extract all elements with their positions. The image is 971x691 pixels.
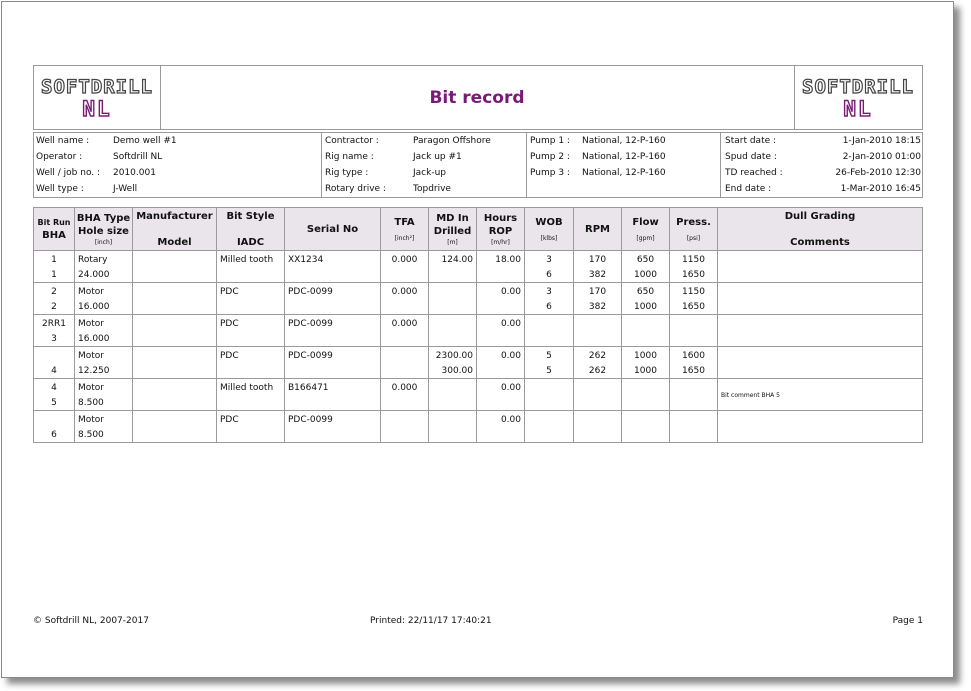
info-value: 2010.001 [113,168,156,178]
info-value: 26-Feb-2010 12:30 [835,168,921,178]
rig-info [325,133,523,197]
info-label: Spud date : [725,152,777,162]
info-label: End date : [725,184,772,194]
cell-serial: PDC-0099 [285,283,381,315]
cell-flow [622,379,670,411]
info-label: Pump 3 : [530,168,570,178]
col-header-wob: WOB [klbs] [525,208,574,251]
col-header-bitrun: Bit Run BHA [34,208,75,251]
cell-hours-rop: 18.00 [477,251,525,283]
cell-flow: 650 1000 [622,251,670,283]
pump-info [530,133,718,181]
cell-manufacturer [133,251,217,283]
col-header-md: MD In Drilled [m] [429,208,477,251]
cell-bit-style: Milled tooth [217,251,285,283]
cell-hours-rop: 0.00 [477,283,525,315]
cell-press [670,379,718,411]
info-label: Operator : [36,152,83,162]
cell-tfa: 0.000 [381,283,429,315]
table-row [34,379,923,411]
cell-type-hole: Motor 16.000 [75,283,133,315]
cell-flow [622,315,670,347]
info-value: National, 12-P-160 [582,168,666,178]
cell-md-drilled [429,283,477,315]
cell-press [670,411,718,443]
info-value: Jack-up [413,168,446,178]
cell-tfa [381,411,429,443]
date-info [725,133,921,197]
info-label: Well / job no. : [36,168,101,178]
cell-hours-rop: 0.00 [477,347,525,379]
table-row [34,251,923,283]
cell-bitrun-bha: 6 [34,411,75,443]
cell-comment [718,347,923,379]
logo-text-top: SOFTDRILL [41,75,153,98]
cell-bitrun-bha: 4 5 [34,379,75,411]
cell-comment [718,411,923,443]
table-row [34,315,923,347]
col-header-hours: Hours ROP [m/hr] [477,208,525,251]
cell-type-hole: Rotary 24.000 [75,251,133,283]
col-header-serial: Serial No [285,208,381,251]
logo-text-bottom: NL [843,96,873,121]
cell-hours-rop: 0.00 [477,379,525,411]
info-value: National, 12-P-160 [582,136,666,146]
cell-press: 1150 1650 [670,283,718,315]
cell-comment [718,283,923,315]
logo-text-top: SOFTDRILL [802,75,914,98]
col-header-manufacturer: Manufacturer Model [133,208,217,251]
cell-manufacturer [133,379,217,411]
info-label: Rig name : [325,152,374,162]
info-value: 1-Mar-2010 16:45 [840,184,921,194]
col-header-bit-style: Bit Style IADC [217,208,285,251]
cell-hours-rop: 0.00 [477,315,525,347]
cell-wob: 5 5 [525,347,574,379]
cell-manufacturer [133,283,217,315]
cell-wob [525,411,574,443]
cell-wob: 3 6 [525,251,574,283]
cell-type-hole: Motor 12.250 [75,347,133,379]
col-header-rpm: RPM [574,208,622,251]
footer-printed: Printed: 22/11/17 17:40:21 [370,616,492,626]
cell-bit-style: PDC [217,347,285,379]
cell-rpm [574,379,622,411]
info-value: National, 12-P-160 [582,152,666,162]
cell-md-drilled [429,379,477,411]
cell-tfa: 0.000 [381,315,429,347]
info-value: Paragon Offshore [413,136,491,146]
info-label: Well name : [36,136,90,146]
report-title: Bit record [429,87,525,108]
cell-manufacturer [133,347,217,379]
cell-wob: 3 6 [525,283,574,315]
bit-record-table [33,207,923,443]
company-logo-right [795,66,921,129]
info-label: Contractor : [325,136,379,146]
cell-manufacturer [133,315,217,347]
info-label: Well type : [36,184,84,194]
info-label: Rig type : [325,168,369,178]
cell-rpm [574,411,622,443]
cell-serial: XX1234 [285,251,381,283]
cell-bit-style: PDC [217,283,285,315]
info-label: Start date : [725,136,777,146]
info-label: Rotary drive : [325,184,386,194]
cell-tfa: 0.000 [381,379,429,411]
info-value: Softdrill NL [113,152,163,162]
cell-type-hole: Motor 16.000 [75,315,133,347]
cell-press: 1150 1650 [670,251,718,283]
col-header-bha-type: BHA Type Hole size [inch] [75,208,133,251]
cell-wob [525,379,574,411]
cell-rpm: 170 382 [574,251,622,283]
footer-page-number: Page 1 [892,616,923,626]
footer-copyright: © Softdrill NL, 2007-2017 [33,616,149,626]
cell-flow: 650 1000 [622,283,670,315]
cell-bitrun-bha: 2RR1 3 [34,315,75,347]
cell-serial: PDC-0099 [285,347,381,379]
cell-bit-style: Milled tooth [217,379,285,411]
cell-bit-style: PDC [217,315,285,347]
cell-serial: PDC-0099 [285,315,381,347]
table-row [34,347,923,379]
cell-serial: B166471 [285,379,381,411]
info-value: 1-Jan-2010 18:15 [842,136,921,146]
table-header-row [34,208,923,251]
cell-flow [622,411,670,443]
info-label: TD reached : [725,168,783,178]
cell-md-drilled: 2300.00 300.00 [429,347,477,379]
cell-wob [525,315,574,347]
cell-rpm: 262 262 [574,347,622,379]
logo-text-bottom: NL [82,96,112,121]
col-header-tfa: TFA [inch²] [381,208,429,251]
cell-flow: 1000 1000 [622,347,670,379]
cell-rpm [574,315,622,347]
info-label: Pump 1 : [530,136,570,146]
info-value: Jack up #1 [413,152,462,162]
cell-comment [718,251,923,283]
cell-md-drilled [429,315,477,347]
info-value: 2-Jan-2010 01:00 [842,152,921,162]
table-row [34,411,923,443]
cell-bit-style: PDC [217,411,285,443]
company-logo-left [34,66,160,129]
col-header-dull: Dull Grading Comments [718,208,923,251]
col-header-flow: Flow [gpm] [622,208,670,251]
cell-bitrun-bha: 4 [34,347,75,379]
cell-manufacturer [133,411,217,443]
table-row [34,283,923,315]
info-value: Topdrive [413,184,451,194]
cell-comment [718,315,923,347]
cell-type-hole: Motor 8.500 [75,411,133,443]
cell-md-drilled: 124.00 [429,251,477,283]
cell-rpm: 170 382 [574,283,622,315]
info-value: J-Well [113,184,138,194]
cell-press: 1600 1650 [670,347,718,379]
cell-press [670,315,718,347]
cell-md-drilled [429,411,477,443]
well-info [36,133,319,197]
col-header-press: Press. [psi] [670,208,718,251]
info-value: Demo well #1 [113,136,177,146]
cell-type-hole: Motor 8.500 [75,379,133,411]
cell-bitrun-bha: 1 1 [34,251,75,283]
cell-serial: PDC-0099 [285,411,381,443]
info-label: Pump 2 : [530,152,570,162]
cell-tfa: 0.000 [381,251,429,283]
cell-bitrun-bha: 2 2 [34,283,75,315]
cell-comment: Bit comment BHA 5 [718,379,923,411]
cell-hours-rop: 0.00 [477,411,525,443]
cell-tfa [381,347,429,379]
